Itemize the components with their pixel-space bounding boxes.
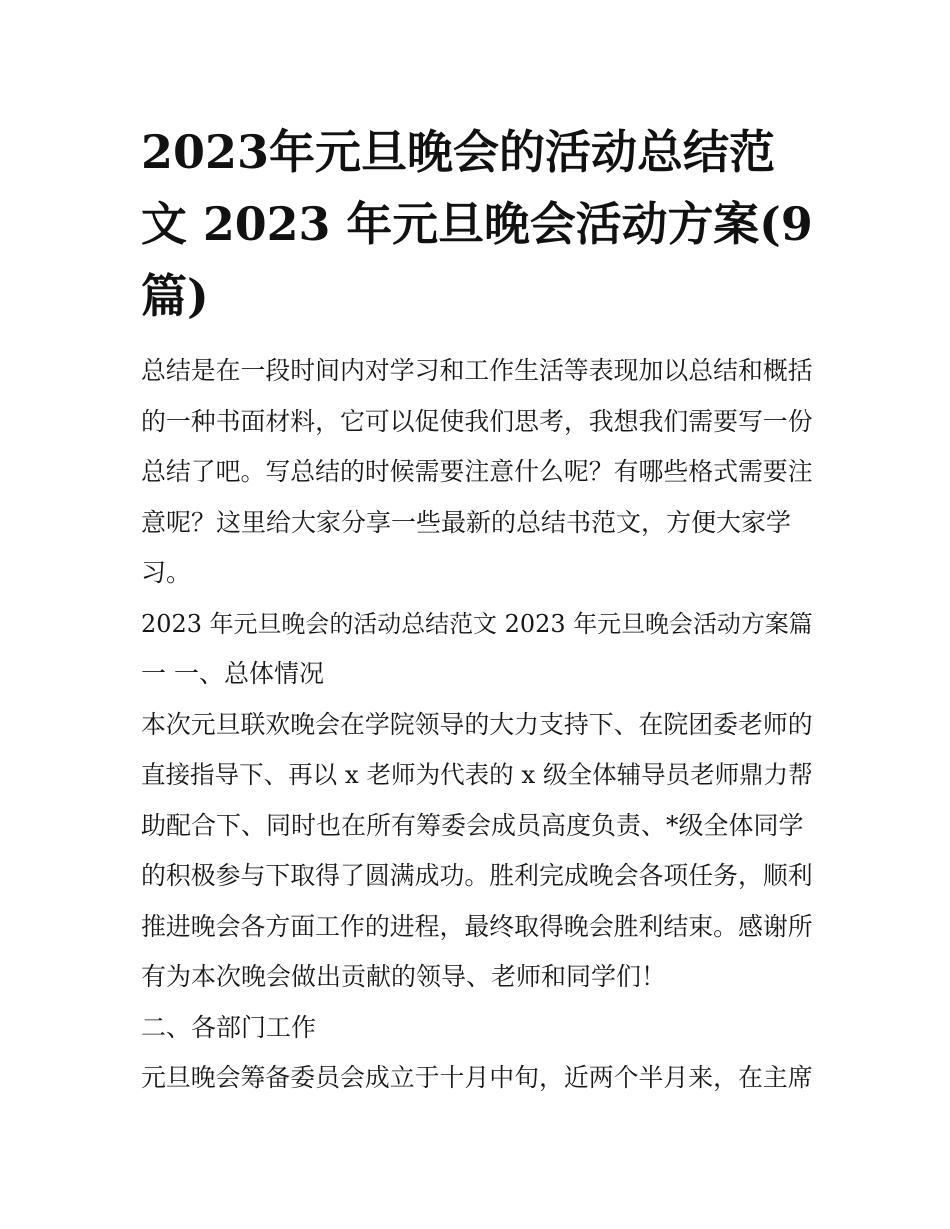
section-heading-line: 一 一、总体情况: [141, 659, 324, 688]
title-line: 篇): [141, 269, 209, 323]
overview-paragraph-line: 的积极参与下取得了圆满成功。胜利完成晚会各项任务，顺利: [141, 861, 813, 890]
intro-paragraph-line: 总结了吧。写总结的时候需要注意什么呢？有哪些格式需要注: [141, 457, 813, 486]
overview-paragraph-line: 有为本次晚会做出贡献的领导、老师和同学们！: [141, 962, 667, 991]
document-title: [141, 116, 813, 332]
overview-paragraph-line: 直接指导下、再以 x 老师为代表的 x 级全体辅导员老师鼎力帮: [141, 760, 813, 789]
overview-paragraph-line: 助配合下、同时也在所有筹委会成员高度负责、*级全体同学: [141, 810, 804, 840]
title-line: 2023年元旦晚会的活动总结范: [141, 125, 776, 179]
document-content: [141, 116, 813, 1104]
title-line: 文 2023 年元旦晚会活动方案(9: [141, 197, 813, 251]
intro-paragraph-line: 总结是在一段时间内对学习和工作生活等表现加以总结和概括: [141, 356, 813, 385]
intro-paragraph-line: 意呢？这里给大家分享一些最新的总结书范文，方便大家学: [141, 507, 792, 537]
subsection-heading: 二、各部门工作: [141, 1012, 317, 1042]
section-heading-line: 2023 年元旦晚会的活动总结范文 2023 年元旦晚会活动方案篇: [141, 609, 813, 638]
intro-paragraph-line: 习。: [141, 558, 192, 587]
department-paragraph-line: 元旦晚会筹备委员会成立于十月中旬，近两个半月来，在主席: [141, 1063, 813, 1092]
document-body: [141, 346, 813, 1104]
overview-paragraph-line: 推进晚会各方面工作的进程，最终取得晚会胜利结束。感谢所: [141, 911, 813, 941]
overview-paragraph-line: 本次元旦联欢晚会在学院领导的大力支持下、在院团委老师的: [141, 709, 813, 739]
intro-paragraph-line: 的一种书面材料，它可以促使我们思考，我想我们需要写一份: [141, 406, 813, 436]
